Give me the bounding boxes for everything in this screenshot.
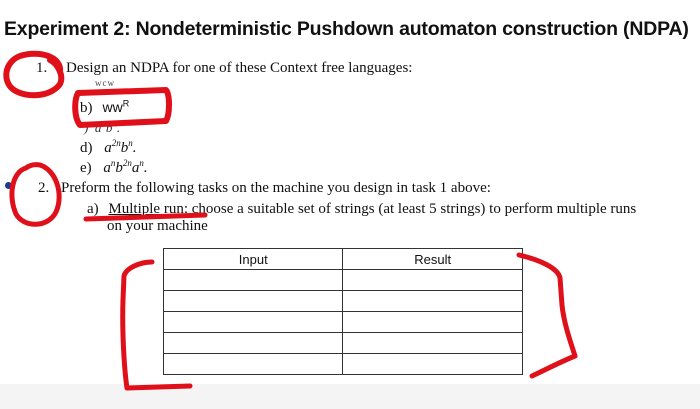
result-cell	[343, 333, 523, 354]
page-title: Experiment 2: Nondeterministic Pushdown automaton construction (NDPA)	[4, 18, 689, 40]
result-cell	[343, 291, 523, 312]
right-bracket-annotation	[519, 255, 575, 376]
input-cell	[164, 312, 343, 333]
input-cell	[164, 333, 343, 354]
task2-number: 2.	[38, 180, 50, 196]
bottom-band	[0, 384, 700, 409]
task1-text: Design an NDPA for one of these Context free languages:	[66, 60, 413, 76]
task1-number: 1.	[36, 60, 48, 76]
option-b-label: b)	[80, 100, 93, 116]
result-cell	[343, 312, 523, 333]
table-row	[164, 333, 523, 354]
table-row	[164, 291, 523, 312]
option-b-base: ww	[102, 99, 123, 115]
option-b-text	[103, 99, 130, 115]
option-e-text: $a^nb^{2n}a^n$.	[103, 158, 148, 176]
task2a-text-cont: on your machine	[107, 218, 208, 234]
task2a-text: choose a suitable set of strings (at least 5 strings) to perform multiple runs	[187, 201, 637, 217]
runs-table	[163, 248, 523, 375]
obscured-option-c: ) $a^nb^n$.	[84, 118, 121, 135]
obscured-option-a: wcw	[95, 78, 115, 88]
circle-task2-annotation	[12, 165, 59, 225]
option-e-label: e)	[80, 160, 92, 176]
task2-text: Preform the following tasks on the machine you design in task 1 above:	[61, 180, 491, 196]
task2a-label: a)	[87, 201, 99, 217]
task2a-title: Multiple run:	[108, 201, 188, 217]
result-cell	[343, 354, 523, 375]
circle-task1-annotation	[6, 54, 61, 96]
table-row	[164, 312, 523, 333]
input-cell	[164, 270, 343, 291]
result-cell	[343, 270, 523, 291]
table-header-row	[164, 249, 523, 270]
input-cell	[164, 354, 343, 375]
table-row	[164, 270, 523, 291]
task2a	[87, 201, 636, 218]
option-d-label: d)	[80, 140, 93, 156]
table-body	[164, 270, 523, 375]
option-e	[80, 160, 148, 177]
bullet-dot	[5, 182, 12, 189]
column-header-result: Result	[343, 249, 523, 270]
table-row	[164, 354, 523, 375]
option-b	[80, 99, 129, 117]
input-cell	[164, 291, 343, 312]
option-d	[80, 140, 137, 157]
option-b-sup: R	[122, 98, 130, 109]
column-header-input: Input	[164, 249, 343, 270]
option-d-text: $a^{2n}b^n$.	[104, 138, 137, 156]
